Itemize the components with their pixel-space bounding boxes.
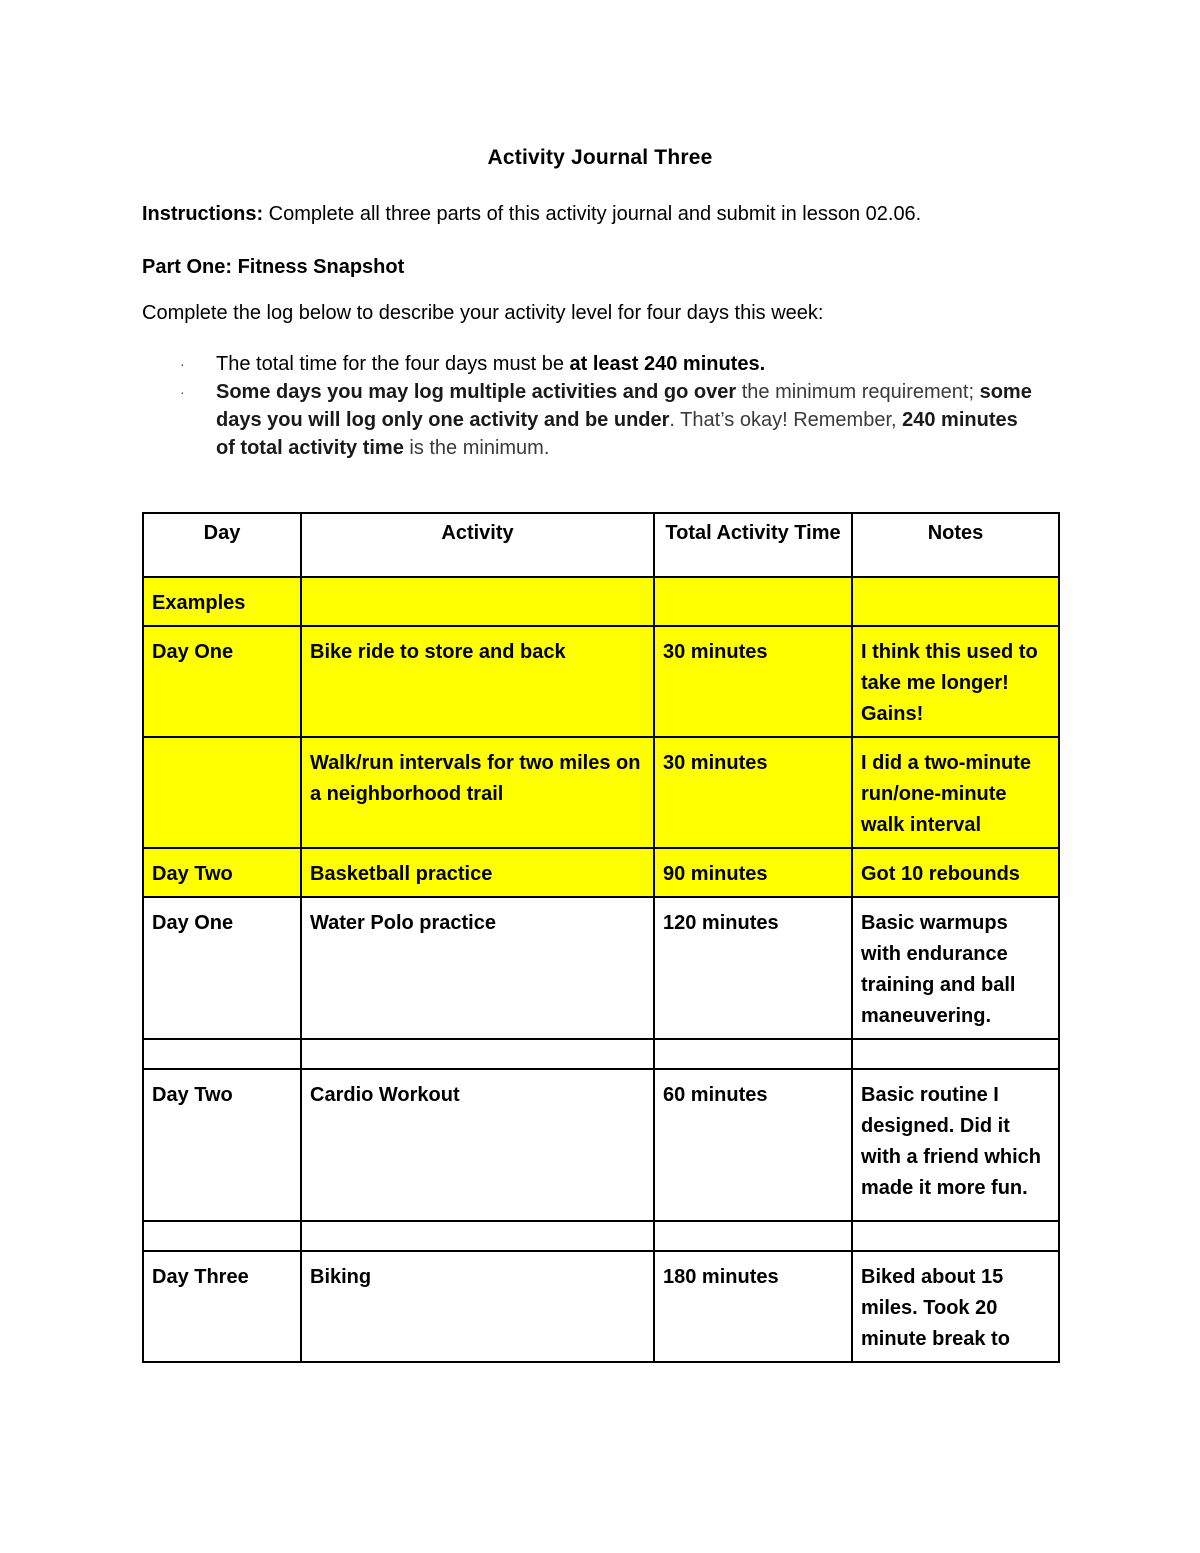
cell-activity bbox=[301, 577, 654, 626]
table-row bbox=[143, 577, 1059, 626]
table-row bbox=[143, 1039, 1059, 1069]
cell-day bbox=[143, 737, 301, 848]
cell-activity bbox=[301, 1039, 654, 1069]
requirement-item-2 bbox=[142, 378, 1042, 462]
bullet2-part3: some days you will log only one activity and be under bbox=[216, 381, 1032, 431]
cell-notes: Got 10 rebounds bbox=[852, 848, 1059, 897]
cell-notes bbox=[852, 1039, 1059, 1069]
cell-activity: Cardio Workout bbox=[301, 1069, 654, 1221]
cell-time: 30 minutes bbox=[654, 626, 852, 737]
bullet2-part6: is the minimum. bbox=[403, 437, 550, 459]
cell-activity: Biking bbox=[301, 1251, 654, 1362]
cell-time: 180 minutes bbox=[654, 1251, 852, 1362]
cell-activity: Walk/run intervals for two miles on a neighborhood trail bbox=[301, 737, 654, 848]
cell-day bbox=[143, 1221, 301, 1251]
cell-time: 60 minutes bbox=[654, 1069, 852, 1221]
cell-time bbox=[654, 577, 852, 626]
bullet-icon: · bbox=[180, 356, 185, 372]
table-row bbox=[143, 626, 1059, 737]
cell-activity bbox=[301, 1221, 654, 1251]
cell-day: Day One bbox=[143, 897, 301, 1039]
cell-day: Day Three bbox=[143, 1251, 301, 1362]
cell-notes: Basic routine I designed. Did it with a friend which made it more fun. bbox=[852, 1069, 1059, 1221]
cell-day: Day One bbox=[143, 626, 301, 737]
table-row bbox=[143, 1251, 1059, 1362]
cell-activity: Bike ride to store and back bbox=[301, 626, 654, 737]
header-day: Day bbox=[143, 513, 301, 577]
bullet1-bold-text: at least 240 minutes. bbox=[569, 353, 766, 375]
header-notes: Notes bbox=[852, 513, 1059, 577]
cell-time: 30 minutes bbox=[654, 737, 852, 848]
table-row bbox=[143, 737, 1059, 848]
cell-notes: Basic warmups with endurance training and ball maneuvering. bbox=[852, 897, 1059, 1039]
cell-notes: I think this used to take me longer! Gains! bbox=[852, 626, 1059, 737]
cell-day: Examples bbox=[143, 577, 301, 626]
bullet-icon: · bbox=[180, 384, 185, 400]
requirement-item-1 bbox=[142, 350, 1042, 378]
bullet2-part5: 240 minutes of total activity time bbox=[216, 409, 1018, 459]
header-total-activity-time: Total Activity Time bbox=[654, 513, 852, 577]
cell-time bbox=[654, 1221, 852, 1251]
cell-notes bbox=[852, 1221, 1059, 1251]
intro-paragraph: Complete the log below to describe your activity level for four days this week: bbox=[142, 302, 824, 324]
table-header-row bbox=[143, 513, 1059, 577]
activity-log-table bbox=[142, 512, 1060, 1363]
part-one-heading: Part One: Fitness Snapshot bbox=[142, 256, 405, 278]
requirements-list bbox=[142, 350, 1042, 462]
table-row bbox=[143, 848, 1059, 897]
cell-notes: Biked about 15 miles. Took 20 minute break to bbox=[852, 1251, 1059, 1362]
table-row bbox=[143, 1069, 1059, 1221]
bullet2-part2: the minimum requirement; bbox=[736, 381, 980, 403]
instructions-text: Complete all three parts of this activity journal and submit in lesson 02.06. bbox=[263, 203, 922, 225]
cell-activity: Water Polo practice bbox=[301, 897, 654, 1039]
table-row bbox=[143, 897, 1059, 1039]
header-activity: Activity bbox=[301, 513, 654, 577]
cell-time: 90 minutes bbox=[654, 848, 852, 897]
cell-activity: Basketball practice bbox=[301, 848, 654, 897]
instructions-paragraph bbox=[142, 200, 921, 228]
cell-notes bbox=[852, 577, 1059, 626]
cell-time: 120 minutes bbox=[654, 897, 852, 1039]
cell-day: Day Two bbox=[143, 848, 301, 897]
cell-time bbox=[654, 1039, 852, 1069]
instructions-label: Instructions: bbox=[142, 203, 264, 225]
cell-notes: I did a two-minute run/one-minute walk interval bbox=[852, 737, 1059, 848]
table-row bbox=[143, 1221, 1059, 1251]
bullet2-part4: . That’s okay! Remember, bbox=[669, 409, 903, 431]
cell-day: Day Two bbox=[143, 1069, 301, 1221]
document-title: Activity Journal Three bbox=[487, 146, 713, 169]
cell-day bbox=[143, 1039, 301, 1069]
bullet2-part1: Some days you may log multiple activities and go over bbox=[216, 381, 737, 403]
bullet1-text: The total time for the four days must be bbox=[216, 353, 570, 375]
